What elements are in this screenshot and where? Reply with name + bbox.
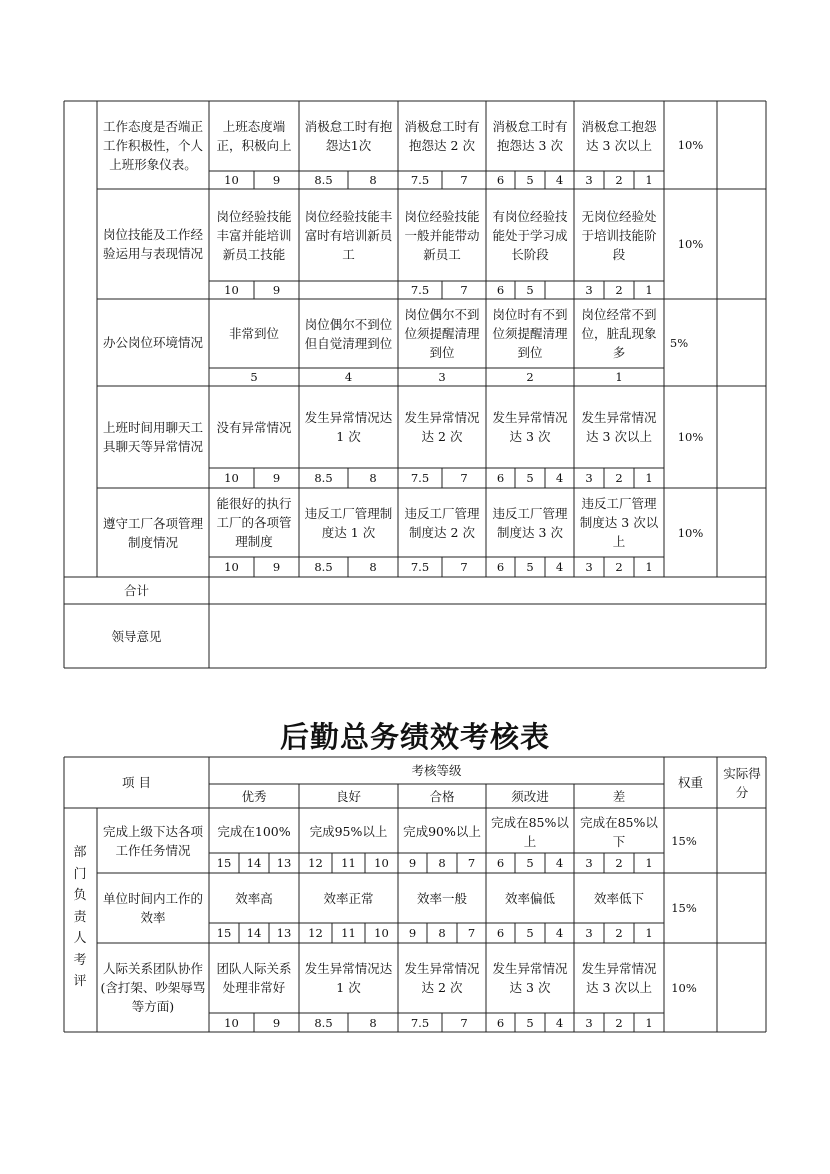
criteria-cell: [576, 945, 662, 1011]
score-cell: 14: [246, 856, 262, 870]
score-cell: 6: [496, 926, 505, 940]
criteria-cell: [400, 810, 484, 853]
criteria-text: 上班态度端正，积极向上: [216, 119, 292, 153]
weight-cell: 10%: [671, 980, 697, 995]
score-cell: 4: [344, 370, 353, 384]
criteria-text: 岗位偶尔不到位须提醒清理到位: [404, 307, 480, 360]
page-title: 后勤总务绩效考核表: [279, 720, 550, 754]
criteria-text: 发生异常情况达 1 次: [304, 961, 393, 995]
criteria-cell: [400, 388, 484, 466]
score-cell: 7: [460, 173, 468, 187]
criteria-text: 完成90%以上: [403, 824, 481, 839]
score-cell: 3: [585, 173, 593, 187]
score-cell: 3: [585, 471, 593, 485]
criteria-cell: [211, 945, 297, 1011]
criteria-cell: [211, 388, 297, 466]
weight-cell: 15%: [671, 833, 697, 848]
score-cell: 3: [438, 370, 446, 384]
item-label: 办公岗位环境情况: [102, 335, 203, 350]
criteria-cell: [576, 103, 662, 169]
criteria-text: 违反工厂管理制度达 3 次: [492, 505, 568, 540]
criteria-cell: [400, 103, 484, 169]
score-cell: 7.5: [410, 1015, 430, 1030]
grade-header: 考核等级: [411, 763, 462, 778]
score-cell: 2: [615, 856, 623, 870]
criteria-cell: [400, 875, 484, 921]
criteria-cell: [488, 875, 572, 921]
score-cell: 7: [467, 856, 476, 870]
criteria-cell: [301, 301, 396, 366]
score-cell: 4: [555, 173, 564, 187]
score-cell: 7: [467, 926, 476, 940]
item-cell: [99, 810, 207, 871]
item-cell: [99, 490, 207, 575]
item-cell: [99, 191, 207, 297]
score-cell: 2: [526, 370, 534, 384]
score-cell: 3: [585, 283, 593, 297]
criteria-cell: [488, 490, 572, 555]
weight-cell: 10%: [677, 237, 704, 251]
score-cell: 7.5: [410, 560, 430, 574]
score-cell: 14: [246, 926, 262, 940]
criteria-cell: [301, 388, 396, 466]
criteria-cell: [211, 301, 297, 366]
score-cell: 4: [555, 926, 564, 940]
criteria-text: 岗位经验技能丰富时有培训新员工: [304, 208, 393, 262]
score-cell: 1: [645, 560, 653, 574]
criteria-text: 完成在85%以下: [580, 814, 658, 849]
criteria-cell: [488, 388, 572, 466]
level-header: 良好: [335, 788, 361, 804]
weight-cell: 10%: [677, 430, 704, 444]
criteria-cell: [211, 875, 297, 921]
criteria-cell: [576, 301, 662, 366]
score-cell: 7.5: [410, 283, 430, 297]
item-cell: [99, 103, 207, 187]
criteria-text: 岗位时有不到位须提醒清理到位: [492, 307, 568, 360]
weight-cell: 15%: [671, 901, 697, 915]
criteria-cell: [400, 945, 484, 1011]
criteria-cell: [400, 191, 484, 279]
criteria-text: 团队人际关系处理非常好: [216, 961, 292, 995]
score-cell: 9: [272, 283, 281, 297]
score-cell: 6: [496, 173, 505, 187]
criteria-cell: [488, 810, 572, 853]
criteria-text: 违反工厂管理制度达 3 次以上: [579, 496, 659, 549]
score-cell: 3: [585, 560, 593, 574]
score-cell: 15: [216, 926, 232, 940]
criteria-text: 效率一般: [416, 890, 467, 906]
actual-score-header: 实际得分: [723, 765, 761, 800]
score-cell: 8: [369, 1015, 377, 1030]
criteria-cell: [576, 810, 662, 853]
criteria-cell: [576, 388, 662, 466]
level-header: 优秀: [241, 788, 267, 804]
score-cell: 5: [526, 471, 534, 485]
criteria-cell: [211, 191, 297, 279]
item-cell: [99, 301, 207, 384]
criteria-text: 效率偏低: [504, 890, 555, 906]
score-cell: 8: [438, 926, 446, 940]
score-cell: 5: [250, 370, 258, 384]
score-cell: 1: [615, 370, 623, 384]
criteria-text: 发生异常情况达 2 次: [404, 410, 480, 444]
criteria-cell: [400, 301, 484, 366]
score-cell: 9: [408, 856, 417, 870]
score-cell: 5: [526, 926, 534, 940]
score-cell: 8: [369, 560, 377, 574]
criteria-text: 完成95%以上: [309, 824, 388, 839]
criteria-text: 发生异常情况达 3 次以上: [581, 961, 657, 995]
criteria-cell: [301, 810, 396, 853]
item-header: 项 目: [122, 775, 151, 790]
criteria-text: 效率正常: [323, 890, 374, 906]
criteria-text: 发生异常情况达 3 次以上: [581, 410, 657, 444]
score-cell: 2: [615, 1015, 623, 1030]
criteria-cell: [488, 191, 572, 279]
criteria-cell: [576, 490, 662, 555]
criteria-text: 岗位经验技能一般并能带动新员工: [404, 208, 480, 262]
criteria-cell: [576, 875, 662, 921]
criteria-text: 消极怠工抱怨达 3 次以上: [581, 119, 657, 153]
score-cell: 10: [374, 926, 389, 940]
criteria-text: 消极怠工时有抱怨达 2 次: [404, 119, 480, 153]
criteria-text: 岗位偶尔不到位但自觉清理到位: [304, 316, 393, 351]
criteria-cell: [211, 490, 297, 555]
weight-cell: 10%: [677, 138, 704, 152]
criteria-text: 完成在100%: [217, 824, 291, 839]
criteria-text: 违反工厂管理制度达 1 次: [304, 505, 393, 540]
criteria-text: 效率低下: [593, 890, 644, 906]
criteria-text: 岗位经常不到位，脏乱现象多: [581, 307, 657, 360]
item-cell: [99, 945, 207, 1030]
score-cell: 5: [526, 283, 534, 297]
score-cell: 10: [224, 1015, 239, 1030]
criteria-text: 违反工厂管理制度达 2 次: [404, 505, 480, 540]
criteria-cell: [211, 810, 297, 853]
section-label: 部门负责人考评: [73, 845, 87, 989]
weight-header: 权重: [677, 775, 703, 790]
score-cell: 11: [341, 926, 356, 940]
criteria-text: 没有异常情况: [216, 419, 292, 435]
score-cell: 2: [615, 560, 623, 574]
score-cell: 2: [615, 283, 623, 297]
score-cell: 2: [615, 173, 623, 187]
criteria-text: 无岗位经验处于培训技能阶段: [581, 208, 657, 262]
score-cell: 4: [555, 560, 564, 574]
score-cell: 9: [272, 560, 281, 574]
score-cell: 6: [496, 283, 505, 297]
score-cell: 1: [645, 926, 653, 940]
criteria-cell: [301, 490, 396, 555]
criteria-text: 发生异常情况达 2 次: [404, 961, 480, 995]
score-cell: 10: [224, 471, 239, 485]
criteria-cell: [301, 103, 396, 169]
weight-cell: 5%: [669, 335, 689, 350]
score-cell: 10: [224, 560, 239, 574]
criteria-text: 能很好的执行工厂的各项管理制度: [216, 496, 292, 549]
score-cell: 1: [645, 173, 653, 187]
score-cell: 10: [374, 856, 389, 870]
criteria-text: 发生异常情况达 3 次: [492, 410, 568, 444]
score-cell: 9: [272, 471, 281, 485]
item-cell: [99, 875, 207, 941]
score-cell: 13: [276, 926, 292, 940]
criteria-cell: [400, 490, 484, 555]
score-cell: 5: [526, 856, 534, 870]
score-cell: 7: [460, 1015, 468, 1030]
level-header: 须改进: [511, 788, 549, 804]
score-cell: 8: [369, 471, 377, 485]
score-cell: 10: [224, 173, 239, 187]
criteria-text: 岗位经验技能丰富并能培训新员工技能: [216, 208, 292, 262]
item-label: 单位时间内工作的效率: [102, 891, 203, 925]
criteria-text: 有岗位经验技能处于学习成长阶段: [492, 208, 568, 262]
criteria-text: 非常到位: [228, 326, 279, 341]
score-cell: 4: [555, 1015, 564, 1030]
score-cell: 1: [645, 471, 653, 485]
score-cell: 9: [272, 1015, 281, 1030]
score-cell: 2: [615, 471, 623, 485]
criteria-cell: [576, 191, 662, 279]
score-cell: 3: [585, 856, 593, 870]
criteria-cell: [301, 191, 396, 279]
score-cell: 7: [460, 283, 468, 297]
score-cell: 7: [460, 560, 468, 574]
score-cell: 7: [460, 471, 468, 485]
score-cell: 6: [496, 1015, 505, 1030]
score-cell: 10: [224, 283, 239, 297]
item-label: 完成上级下达各项工作任务情况: [102, 823, 203, 858]
criteria-cell: [488, 301, 572, 366]
score-cell: 9: [408, 926, 417, 940]
criteria-text: 效率高: [235, 890, 273, 906]
score-cell: 1: [645, 856, 653, 870]
criteria-text: 消极怠工时有抱怨达1次: [304, 119, 393, 153]
score-cell: 12: [308, 856, 323, 870]
score-cell: 8.5: [314, 1015, 333, 1030]
criteria-text: 发生异常情况达 3 次: [492, 961, 568, 995]
score-cell: 8.5: [314, 471, 333, 485]
score-cell: 11: [341, 856, 356, 870]
criteria-cell: [488, 103, 572, 169]
weight-cell: 10%: [677, 525, 704, 540]
item-label: 岗位技能及工作经验运用与表现情况: [102, 227, 203, 261]
score-cell: 5: [526, 1015, 534, 1030]
score-cell: 8.5: [314, 173, 333, 187]
criteria-text: 发生异常情况达 1 次: [304, 410, 393, 444]
item-label: 上班时间用聊天工具聊天等异常情况: [102, 420, 203, 454]
criteria-cell: [301, 945, 396, 1011]
score-cell: 5: [526, 173, 534, 187]
score-cell: 8.5: [314, 560, 333, 574]
score-cell: 4: [555, 856, 564, 870]
score-cell: 7.5: [410, 173, 430, 187]
score-cell: 1: [645, 1015, 653, 1030]
score-cell: 4: [555, 471, 564, 485]
level-header: 合格: [429, 788, 455, 804]
score-cell: 2: [615, 926, 623, 940]
score-cell: 13: [276, 856, 292, 870]
criteria-cell: [211, 103, 297, 169]
score-cell: 12: [308, 926, 323, 940]
score-cell: 15: [216, 856, 232, 870]
score-cell: 6: [496, 856, 505, 870]
criteria-text: 消极怠工时有抱怨达 3 次: [492, 119, 568, 153]
score-cell: 9: [272, 173, 281, 187]
criteria-cell: [488, 945, 572, 1011]
score-cell: 5: [526, 560, 534, 574]
score-cell: 6: [496, 471, 505, 485]
score-cell: 6: [496, 560, 505, 574]
score-cell: 8: [369, 173, 377, 187]
total-label: 合计: [123, 583, 149, 598]
score-cell: 1: [645, 283, 653, 297]
item-label: 工作态度是否端正工作积极性，个人上班形象仪表。: [102, 118, 203, 172]
item-label: 遵守工厂各项管理制度情况: [102, 515, 203, 550]
criteria-cell: [301, 875, 396, 921]
leader-opinion-label: 领导意见: [111, 628, 162, 644]
score-cell: 8: [438, 856, 446, 870]
score-cell: 3: [585, 926, 593, 940]
score-cell: 7.5: [410, 471, 430, 485]
item-label: 人际关系团队协作(含打架、吵架辱骂等方面): [100, 961, 206, 1014]
criteria-text: 完成在85%以上: [491, 814, 569, 849]
level-header: 差: [612, 788, 626, 804]
score-cell: 3: [585, 1015, 593, 1030]
item-cell: [99, 388, 207, 486]
